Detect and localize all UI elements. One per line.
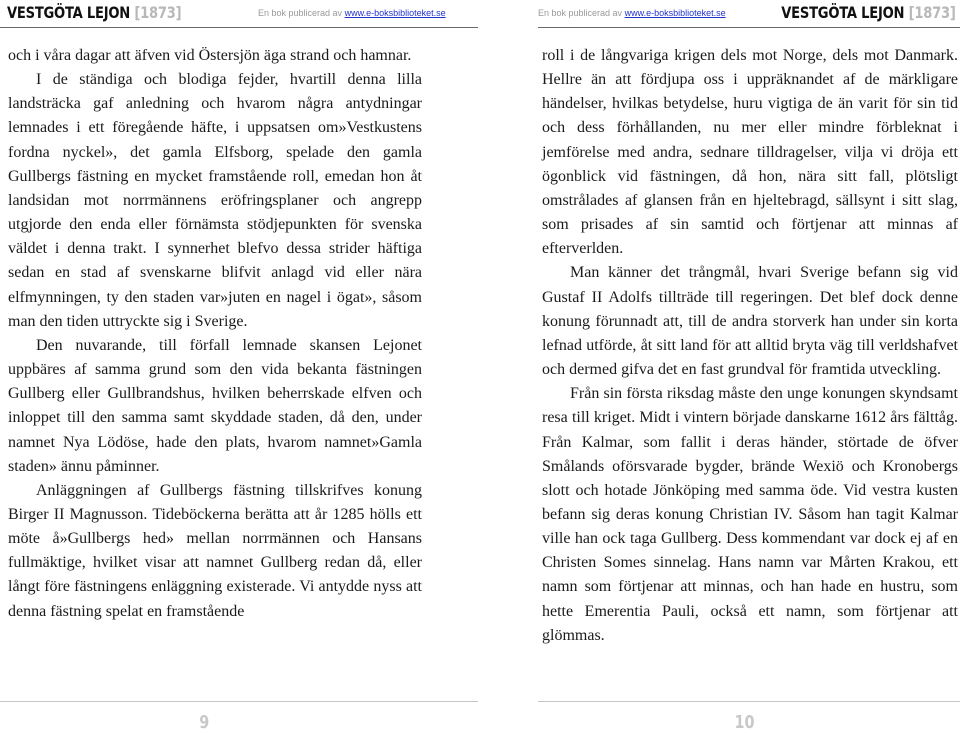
paragraph: och i våra dagar att äfven vid Östersjön äga strand och hamnar. <box>8 47 412 64</box>
publisher-link[interactable]: www.e-boksbiblioteket.se <box>344 8 446 18</box>
publisher-text: En bok publicerad av <box>258 8 343 18</box>
publisher-note <box>258 8 446 18</box>
book-title-name: VESTGÖTA LEJON <box>7 3 130 22</box>
left-page-header <box>0 0 480 24</box>
publisher-link[interactable]: www.e-boksbiblioteket.se <box>624 8 726 18</box>
page-number: 9 <box>199 712 210 733</box>
paragraph: Man känner det trångmål, hvari Sverige befann sig vid Gustaf II Adolfs tillträde till regeringen. Det blef dock denne konung förunnadt att, till de andra storverk han under sin korta lefnad utförde, åt sitt land för att alltid bryta väg till verldshafvet och dermed gifva det en fast grundval för framtida utveckling. <box>542 264 958 379</box>
publisher-text: En bok publicerad av <box>538 8 623 18</box>
header-divider <box>538 27 960 28</box>
book-title-name: VESTGÖTA LEJON <box>781 3 905 22</box>
book-title-year: [1873] <box>134 3 182 22</box>
left-page-body <box>8 44 422 624</box>
book-title <box>782 3 956 22</box>
paragraph: roll i de långvariga krigen dels mot Norge, dels mot Danmark. Hellre än att fördjupa oss i uppräknandet af de märkligare händelser, hvilkas betydelse, huru vigtiga de än varit för sin tid och dess förhållanden, nu mer eller mindre förbleknat i jemförelse med andra, sednare tilldragelser, vilja vi dröja ett ögonblick vid fästningen, då hon, nära sitt fall, plötsligt omstrålades af glansen från en hjeltebragd, sällsynt i sitt slag, som prisades af sin samtid och förtjenar att minnas af efterverlden. <box>542 47 958 258</box>
paragraph: I de ständiga och blodiga fejder, hvartill denna lilla landsträcka gaf anledning och hvarom några antydningar lemnades i ett föregående häfte, i uppsatsen om»Vestkustens fordna nyckel», det gamla Elfsborg, spelade den gamla Gullbergs fästning en mycket framstående roll, emedan hon åt landsidan mot norrmännens eröfringsplaner och angrepp utgjorde den enda eller förnämsta stödjepunkten för svenska väldet i denna trakt. I synnerhet blefvo dessa strider häftiga sedan en stad af svenskarne blifvit anlagd vid eller nära elfmynningen, ty den staden var»juten en nagel i ögat», såsom man den tiden uttryckte sig i Sverige. <box>8 71 422 330</box>
right-page <box>480 0 960 732</box>
header-divider <box>0 27 478 28</box>
page-number: 10 <box>734 712 755 733</box>
footer-divider <box>0 701 478 702</box>
publisher-note <box>538 8 726 18</box>
paragraph: Från sin första riksdag måste den unge konungen skyndsamt resa till kriget. Midt i vintern började danskarne 1612 års fälttåg. Från Kalmar, som fallit i deras händer, störtade de öfver Smålands oförsvarade bygder, brände Wexiö och Kronobergs slott och hotade Jönköping med samma öde. Vid vestra kusten befann sig deras konung Christian IV. Såsom han tagit Kalmar ville han ock taga Gullberg. Dess kommendant var dock ej af en Christen Somes sinnelag. Hans namn var Mårten Krakou, ett namn som förtjenar att minnas, och han hade en hustru, som hette Emerentia Pauli, också ett namn, som förtjenar att glömmas. <box>542 385 958 644</box>
right-page-header <box>480 0 960 24</box>
paragraph: Den nuvarande, till förfall lemnade skansen Lejonet uppbäres af samma grund som den vida bekanta fästningen Gullberg eller Gullbrandshus, hvilken beherrskade elfven och inloppet till den samma samt skyddade staden, då den, under namnet Nya Lödöse, hade den plats, hvarom namnet»Gamla staden» ännu påminner. <box>8 336 422 475</box>
book-title-year: [1873] <box>908 3 956 22</box>
right-page-body <box>542 44 958 648</box>
footer-divider <box>538 701 960 702</box>
book-title <box>7 3 181 22</box>
left-page <box>0 0 480 732</box>
paragraph: Anläggningen af Gullbergs fästning tillskrifves konung Birger II Magnusson. Tideböckerna berätta att år 1285 hölls ett möte å»Gullbergs hed» mellan norrmännen och Hansans fullmäktige, hvilket visar att namnet Gullberg redan då, eller långt före fästningens enläggning existerade. Vi antydde nyss att denna fästning spelat en framstående <box>8 481 422 620</box>
